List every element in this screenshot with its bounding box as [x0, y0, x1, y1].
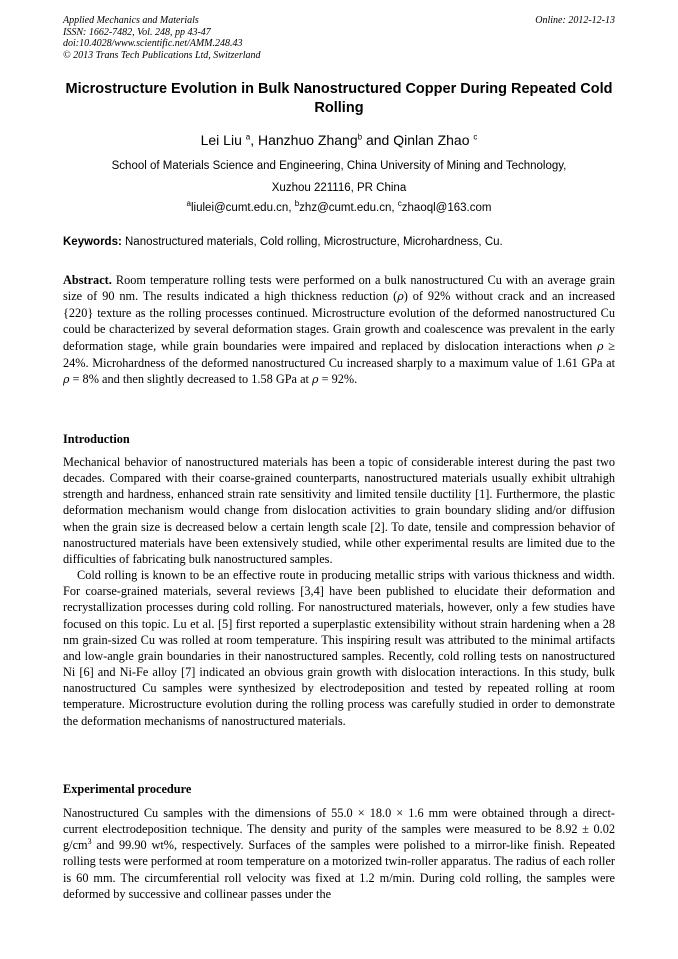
abstract-text: Room temperature rolling tests were performed on a bulk nanostructured Cu with an average grain size of 90 nm. The results indicated a high thickness reduction (: [63, 273, 615, 304]
keywords-text: Nanostructured materials, Cold rolling, Microstructure, Microhardness, Cu.: [121, 236, 503, 248]
author-name: Hanzhuo Zhang: [257, 132, 358, 148]
journal-name: Applied Mechanics and Materials: [63, 15, 199, 26]
rho-symbol: ρ: [397, 290, 404, 304]
author-mark: a: [245, 132, 251, 142]
abstract-text: = 8% and then slightly decreased to 1.58 GPa at: [69, 371, 313, 386]
copyright-line: © 2013 Trans Tech Publications Ltd, Switzerland: [63, 49, 261, 61]
affiliation: [60, 156, 618, 199]
author-mark: b: [357, 132, 363, 142]
author-name: Qinlan Zhao: [393, 132, 470, 148]
email-address[interactable]: zhaoql@163.com: [401, 202, 492, 214]
email-mark: c: [397, 199, 402, 209]
email-mark: a: [186, 199, 191, 209]
doi-line: doi:10.4028/www.scientific.net/AMM.248.43: [63, 38, 243, 49]
abstract-label: Abstract.: [63, 273, 112, 287]
paragraph: Cold rolling is known to be an effective route in producing metallic strips with various thickness and width. For coarse-grained materials, several reviews [3,4] have been published to elucidate their deformation and recrystallization processes during cold rolling. For nanostructured materials, however, only a few studies have focused on this topic. Lu et al. [5] first reported a superplastic extensibility without strain hardening when a 28 nm grain-sized Cu was rolled at room temperature. This inspiring result was attributed to the minimal artifacts and low-angle grain boundaries in their nanostructured samples. Recently, cold rolling tests on nanostructured Ni [6] and Ni-Fe alloy [7] indicated an obvious grain growth with dislocation interactions. In this study, bulk nanostructured Cu samples were synthesized by electrodeposition and tested by repeated rolling at room temperature. Microstructure evolution during the rolling process was carefully studied in order to demonstrate the deformation mechanisms of nanostructured materials.: [63, 568, 615, 728]
email-list: [60, 199, 618, 217]
rho-symbol: ρ: [63, 372, 70, 386]
experimental-body: [63, 805, 615, 902]
introduction-body: [63, 454, 615, 729]
abstract-text: ≥ 24%. Microhardness of the deformed nanostructured Cu increased sharply to a maximum value of 1.61 GPa at: [63, 338, 615, 370]
email-address[interactable]: liulei@cumt.edu.cn,: [190, 202, 295, 214]
experimental-heading: Experimental procedure: [63, 782, 192, 796]
paper-title: Microstructure Evolution in Bulk Nanostructured Copper During Repeated Cold Rolling: [65, 81, 613, 116]
author-mark: c: [473, 132, 478, 142]
introduction-heading: Introduction: [63, 432, 130, 446]
online-date: Online: 2012-12-13: [535, 15, 615, 26]
paragraph-text: and 99.90 wt%, respectively. Surfaces of the samples were polished to a mirror-like finish. Repeated rolling tests were performed at room temperature on a motorized twin-roller apparatus. The radius of each roller is 60 mm. The circumferential roll velocity was fixed at 1.2 m/min. During cold rolling, the samples were deformed by successive and collinear passes under the: [63, 838, 615, 901]
rho-symbol: ρ: [312, 372, 319, 386]
abstract: [63, 272, 615, 388]
journal-header: [63, 15, 615, 61]
email-address[interactable]: zhz@cumt.edu.cn,: [299, 202, 398, 214]
author-list: [60, 131, 618, 149]
affiliation-line: School of Materials Science and Engineering, China University of Mining and Technology,: [111, 160, 567, 172]
author-name: Lei Liu: [200, 132, 242, 148]
affiliation-line: Xuzhou 221116, PR China: [271, 181, 407, 194]
abstract-text: = 92%.: [318, 371, 358, 386]
superscript: 3: [87, 837, 92, 847]
paragraph: Mechanical behavior of nanostructured materials has been a topic of considerable interest during the past two decades. Compared with their coarse-grained counterparts, nanostructured materials usually exhibit ultrahigh strength and hardness, enhanced strain rate sensitivity and limited tensile ductility [1]. Furthermore, the plastic deformation mechanism would change from dislocation activities to grain boundary sliding and/or diffusion when the grain size is decreased below a certain length scale [2]. To date, tensile and compression behavior of nanostructured materials have been extensively studied, while other experimental results are limited due to the difficulties of fabricating bulk nanostructured samples.: [63, 455, 615, 566]
abstract-text: ) of 92% without crack and an increased {220} texture as the rolling processes continued. Microstructure evolution of the deformed nanostructured Cu could be characterized by several deformation stages. Grain growth and coalescence was prevalent in the early deformation stage, while grain boundaries were impaired and replaced by dislocation interactions when: [63, 289, 615, 353]
author-separator: ,: [250, 132, 258, 148]
paragraph-text: Nanostructured Cu samples with the dimensions of 55.0 × 18.0 × 1.6 mm were obtained through a direct-current electrodeposition technique. The density and purity of the samples were measured to be 8.92 ± 0.02 g/cm: [63, 806, 615, 853]
keywords: [63, 234, 615, 250]
issn-line: ISSN: 1662-7482, Vol. 248, pp 43-47: [63, 26, 211, 38]
rho-symbol: ρ: [597, 339, 604, 353]
email-mark: b: [294, 199, 300, 209]
author-separator: and: [362, 132, 394, 148]
keywords-label: Keywords:: [63, 236, 122, 248]
paragraph: [63, 805, 615, 902]
